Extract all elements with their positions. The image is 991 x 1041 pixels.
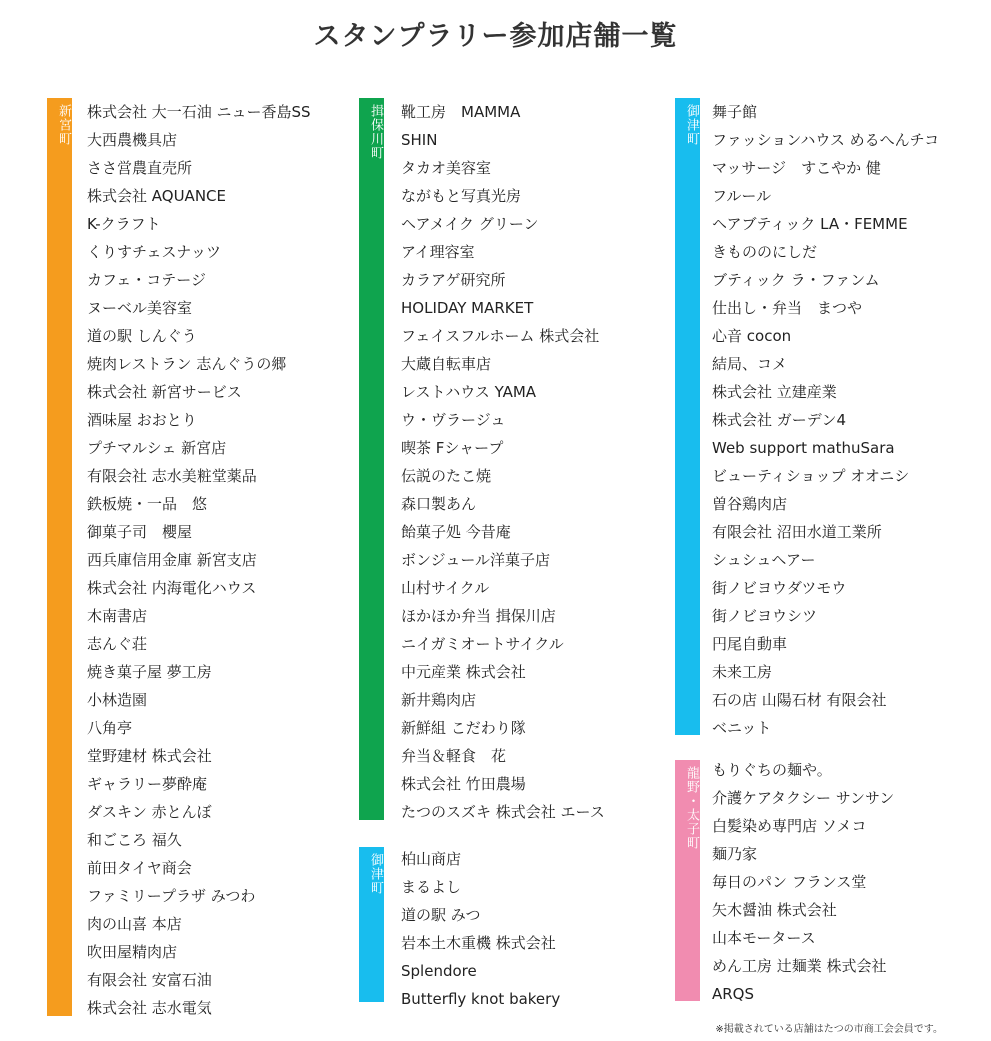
shop-item: 大蔵自転車店 [401, 355, 492, 373]
shop-item: 木南書店 [87, 607, 148, 625]
shop-item: ながもと写真光房 [401, 187, 522, 205]
shop-item: 白髪染め専門店 ソメコ [712, 817, 867, 835]
shop-item: 柏山商店 [401, 850, 462, 868]
shop-item: 有限会社 安富石油 [87, 971, 212, 989]
shop-item: 株式会社 大一石油 ニュー香島SS [87, 103, 311, 121]
shop-item: 心音 cocon [712, 327, 792, 345]
shop-item: 堂野建材 株式会社 [87, 747, 212, 765]
shop-item: 株式会社 内海電化ハウス [87, 579, 257, 597]
shop-item: ギャラリー夢酔庵 [87, 775, 208, 793]
shop-item: カラアゲ研究所 [401, 271, 506, 289]
shop-item: プチマルシェ 新宮店 [87, 439, 227, 457]
shop-item: レストハウス YAMA [401, 383, 537, 401]
shop-item: 志んぐ荘 [87, 635, 148, 653]
shop-item: 吹田屋精肉店 [87, 943, 178, 961]
shop-item: ARQS [712, 985, 755, 1003]
shop-item: ニイガミオートサイクル [401, 635, 564, 653]
shop-item: ブティック ラ・ファンム [712, 271, 880, 289]
shop-item: 円尾自動車 [712, 635, 788, 653]
shop-item: まるよし [401, 878, 462, 896]
shop-item: 肉の山喜 本店 [87, 915, 182, 933]
shop-item: 西兵庫信用金庫 新宮支店 [87, 551, 257, 569]
shop-item: 街ノビヨウシツ [712, 607, 818, 625]
shop-item: 未来工房 [712, 663, 773, 681]
shop-item: ボンジュール洋菓子店 [401, 551, 551, 569]
shop-item: 有限会社 沼田水道工業所 [712, 523, 882, 541]
section-mitsu-2 [675, 98, 975, 735]
shop-item: 介護ケアタクシー サンサン [712, 789, 895, 807]
shop-item: タカオ美容室 [401, 159, 492, 177]
shop-item: 道の駅 しんぐう [87, 327, 197, 345]
shop-item: フルール [712, 187, 772, 205]
shop-item: SHIN [401, 131, 438, 149]
shop-item: 大西農機具店 [87, 131, 178, 149]
shop-item: ベニット [712, 719, 772, 737]
shop-item: 道の駅 みつ [401, 906, 481, 924]
section-bar-shingu [47, 98, 72, 1016]
shop-item: 焼肉レストラン 志んぐうの郷 [87, 355, 287, 373]
shop-item: Splendore [401, 962, 477, 980]
shop-item: もりぐちの麺や。 [712, 761, 832, 779]
shop-item: HOLIDAY MARKET [401, 299, 534, 317]
section-label: 龍野・太子町 [684, 766, 699, 850]
shop-item: ほかほか弁当 揖保川店 [401, 607, 556, 625]
shop-item: 山本モータース [712, 929, 816, 947]
shop-item: 岩本土木重機 株式会社 [401, 934, 556, 952]
shop-item: ビューティショップ オオニシ [712, 467, 910, 485]
shop-item: 山村サイクル [401, 579, 490, 597]
shop-item: シュシュヘアー [712, 551, 816, 569]
section-label: 新宮町 [56, 104, 71, 146]
shop-item: めん工房 辻麺業 株式会社 [712, 957, 887, 975]
shop-item: カフェ・コテージ [87, 271, 206, 289]
shop-item: ウ・ヴラージュ [401, 411, 506, 429]
shop-item: 有限会社 志水美粧堂薬品 [87, 467, 257, 485]
shop-item: 株式会社 ガーデン4 [712, 411, 847, 429]
shop-item: 焼き菓子屋 夢工房 [87, 663, 212, 681]
shop-item: くりすチェスナッツ [87, 243, 221, 261]
section-shingu [47, 98, 347, 1016]
page-title: スタンプラリー参加店舗一覧 [313, 21, 678, 52]
shop-item: ファミリープラザ みつわ [87, 887, 256, 905]
section-bar-mitsu [675, 98, 700, 735]
shop-item: 株式会社 竹田農場 [401, 775, 526, 793]
shop-item: 株式会社 立建産業 [712, 383, 837, 401]
shop-item: 仕出し・弁当 まつや [712, 299, 863, 317]
shop-item: 舞子館 [712, 103, 758, 121]
shop-item: ヘアメイク グリーン [401, 215, 539, 233]
shop-item: 結局、コメ [712, 355, 788, 373]
shop-item: 毎日のパン フランス堂 [712, 873, 867, 891]
shop-item: 株式会社 AQUANCE [87, 187, 226, 205]
shop-item: 矢木醤油 株式会社 [712, 901, 837, 919]
shop-list [712, 104, 939, 748]
shop-item: ささ営農直売所 [87, 159, 193, 177]
shop-item: 飴菓子処 今昔庵 [401, 523, 511, 541]
section-label: 御津町 [684, 104, 699, 146]
shop-list [401, 851, 560, 1019]
shop-item: Web support mathuSara [712, 439, 895, 457]
shop-item: フェイスフルホーム 株式会社 [401, 327, 600, 345]
shop-list [712, 762, 894, 1014]
shop-item: 小林造園 [87, 691, 148, 709]
section-label: 揖保川町 [368, 104, 383, 160]
shop-item: 街ノビヨウダツモウ [712, 579, 847, 597]
shop-item: Butterfly knot bakery [401, 990, 561, 1008]
shop-list [401, 104, 605, 832]
shop-item: 伝説のたこ焼 [401, 467, 492, 485]
shop-item: ファッションハウス めるへんチコ [712, 131, 940, 149]
shop-item: 弁当＆軽食 花 [401, 747, 507, 765]
shop-item: 酒味屋 おおとり [87, 411, 197, 429]
shop-list [87, 104, 311, 1028]
shop-item: 株式会社 志水電気 [87, 999, 212, 1017]
shop-item: 鉄板焼・一品 悠 [87, 495, 208, 513]
footnote: ※掲載されている店舗はたつの市商工会会員です。 [715, 1024, 943, 1035]
shop-item: 靴工房 MAMMA [401, 103, 521, 121]
section-label: 御津町 [368, 853, 383, 895]
shop-item: 御菓子司 櫻屋 [87, 523, 193, 541]
shop-item: アイ理容室 [401, 243, 475, 261]
section-mitsu-1 [359, 847, 659, 1008]
shop-item: 曽谷鶏肉店 [712, 495, 788, 513]
shop-item: 麺乃家 [712, 845, 758, 863]
section-ibogawa [359, 98, 659, 820]
shop-item: K-クラフト [87, 215, 161, 233]
shop-item: マッサージ すこやか 健 [712, 159, 881, 177]
shop-item: ヌーベル美容室 [87, 299, 193, 317]
shop-item: 喫茶 Fシャープ [401, 439, 504, 457]
shop-item: きもののにしだ [712, 243, 818, 261]
shop-item: ヘアブティック LA・FEMME [712, 215, 908, 233]
shop-item: 中元産業 株式会社 [401, 663, 526, 681]
shop-item: 新井鶏肉店 [401, 691, 477, 709]
shop-item: 和ごころ 福久 [87, 831, 182, 849]
shop-item: ダスキン 赤とんぼ [87, 803, 212, 821]
shop-item: 八角亭 [87, 719, 133, 737]
shop-item: 森口製あん [401, 495, 477, 513]
section-bar-ibogawa [359, 98, 384, 820]
section-tatsuno-taishi [675, 760, 975, 1001]
shop-item: たつのスズキ 株式会社 エース [401, 803, 605, 821]
shop-item: 前田タイヤ商会 [87, 859, 192, 877]
shop-item: 新鮮組 こだわり隊 [401, 719, 526, 737]
shop-item: 株式会社 新宮サービス [87, 383, 242, 401]
shop-item: 石の店 山陽石材 有限会社 [712, 691, 887, 709]
